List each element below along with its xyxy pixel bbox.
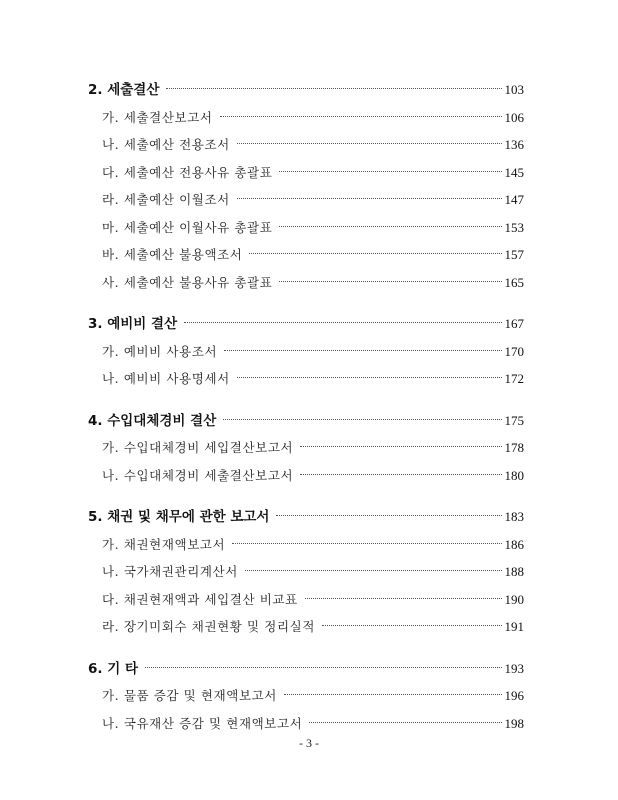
item-label: 가. 물품 증감 및 현재액보고서	[102, 688, 277, 703]
toc-section-heading	[88, 407, 524, 435]
page-ref: 186	[504, 536, 524, 552]
dot-leader	[279, 281, 501, 282]
page-ref: 167	[504, 316, 524, 331]
dot-leader	[279, 226, 501, 227]
toc-section-heading	[88, 310, 524, 338]
section-title: 4. 수입대체경비 결산	[88, 412, 217, 429]
item-label: 가. 채권현재액보고서	[102, 536, 226, 552]
page-ref: 157	[504, 247, 524, 262]
dot-leader	[284, 694, 502, 695]
dot-leader	[245, 570, 502, 571]
toc-section	[88, 503, 524, 641]
toc-entry	[88, 462, 524, 490]
toc-entry	[88, 186, 524, 214]
dot-leader	[305, 598, 502, 599]
section-title: 6. 기 타	[88, 660, 139, 677]
toc-entry	[88, 365, 524, 393]
dot-leader	[237, 143, 502, 144]
section-title: 2. 세출결산	[88, 82, 160, 98]
item-label: 다. 채권현재액과 세입결산 비교표	[102, 591, 298, 607]
page-ref: 190	[504, 591, 524, 607]
toc-section	[88, 655, 524, 738]
page-ref: 170	[504, 343, 524, 359]
item-label: 가. 예비비 사용조서	[102, 343, 218, 359]
item-label: 나. 예비비 사용명세서	[102, 371, 230, 386]
item-label: 라. 장기미회수 채권현황 및 정리실적	[102, 619, 315, 634]
toc-entry	[88, 613, 524, 641]
toc-entry	[88, 159, 524, 187]
dot-leader	[300, 474, 501, 475]
dot-leader	[237, 198, 502, 199]
dot-leader	[220, 116, 502, 117]
section-title: 5. 채권 및 채무에 관한 보고서	[88, 509, 270, 525]
item-label: 가. 수입대체경비 세입결산보고서	[102, 440, 294, 455]
page-ref: 183	[504, 509, 524, 524]
dot-leader	[309, 722, 501, 723]
page-ref: 191	[504, 619, 524, 634]
page-ref: 178	[504, 440, 524, 455]
dot-leader	[232, 543, 501, 544]
toc-entry	[88, 586, 524, 614]
toc-section-heading	[88, 76, 524, 104]
dot-leader	[223, 419, 501, 420]
page-ref: 136	[504, 137, 524, 152]
page-ref: 145	[504, 164, 524, 180]
dot-leader	[166, 88, 501, 89]
toc-entry	[88, 434, 524, 462]
item-label: 마. 세출예산 이월사유 총괄표	[102, 219, 273, 235]
page-ref: 196	[504, 688, 524, 703]
item-label: 가. 세출결산보고서	[102, 109, 213, 125]
dot-leader	[300, 446, 501, 447]
page-ref: 147	[504, 192, 524, 207]
item-label: 나. 국가채권관리계산서	[102, 564, 238, 579]
toc-section	[88, 76, 524, 296]
dot-leader	[237, 377, 502, 378]
toc-entry	[88, 531, 524, 559]
page-ref: 106	[504, 109, 524, 125]
toc-section-heading	[88, 655, 524, 683]
table-of-contents	[88, 76, 524, 751]
toc-entry	[88, 710, 524, 738]
toc-section	[88, 407, 524, 490]
page-ref: 198	[504, 715, 524, 731]
section-title: 3. 예비비 결산	[88, 316, 178, 332]
toc-entry	[88, 241, 524, 269]
toc-entry	[88, 214, 524, 242]
toc-entry	[88, 131, 524, 159]
item-label: 다. 세출예산 전용사유 총괄표	[102, 164, 273, 180]
dot-leader	[276, 515, 501, 516]
dot-leader	[249, 253, 501, 254]
page-ref: 172	[504, 371, 524, 386]
page-ref: 193	[504, 660, 524, 676]
page-ref: 180	[504, 467, 524, 483]
item-label: 나. 국유재산 증감 및 현재액보고서	[102, 715, 303, 731]
item-label: 바. 세출예산 불용액조서	[102, 247, 243, 262]
toc-entry	[88, 104, 524, 132]
item-label: 나. 수입대체경비 세출결산보고서	[102, 467, 294, 483]
page-ref: 103	[504, 82, 524, 97]
page-ref: 188	[504, 564, 524, 579]
item-label: 나. 세출예산 전용조서	[102, 137, 230, 152]
toc-section-heading	[88, 503, 524, 531]
dot-leader	[224, 350, 501, 351]
dot-leader	[279, 171, 501, 172]
toc-entry	[88, 558, 524, 586]
page-number: - 3 -	[299, 736, 319, 750]
page-ref: 153	[504, 219, 524, 235]
dot-leader	[145, 667, 501, 668]
page-ref: 165	[504, 274, 524, 290]
toc-entry	[88, 338, 524, 366]
dot-leader	[184, 322, 501, 323]
dot-leader	[322, 625, 502, 626]
toc-entry	[88, 682, 524, 710]
item-label: 사. 세출예산 불용사유 총괄표	[102, 274, 273, 290]
item-label: 라. 세출예산 이월조서	[102, 192, 230, 207]
toc-section	[88, 310, 524, 393]
toc-entry	[88, 269, 524, 297]
page-ref: 175	[504, 412, 524, 428]
